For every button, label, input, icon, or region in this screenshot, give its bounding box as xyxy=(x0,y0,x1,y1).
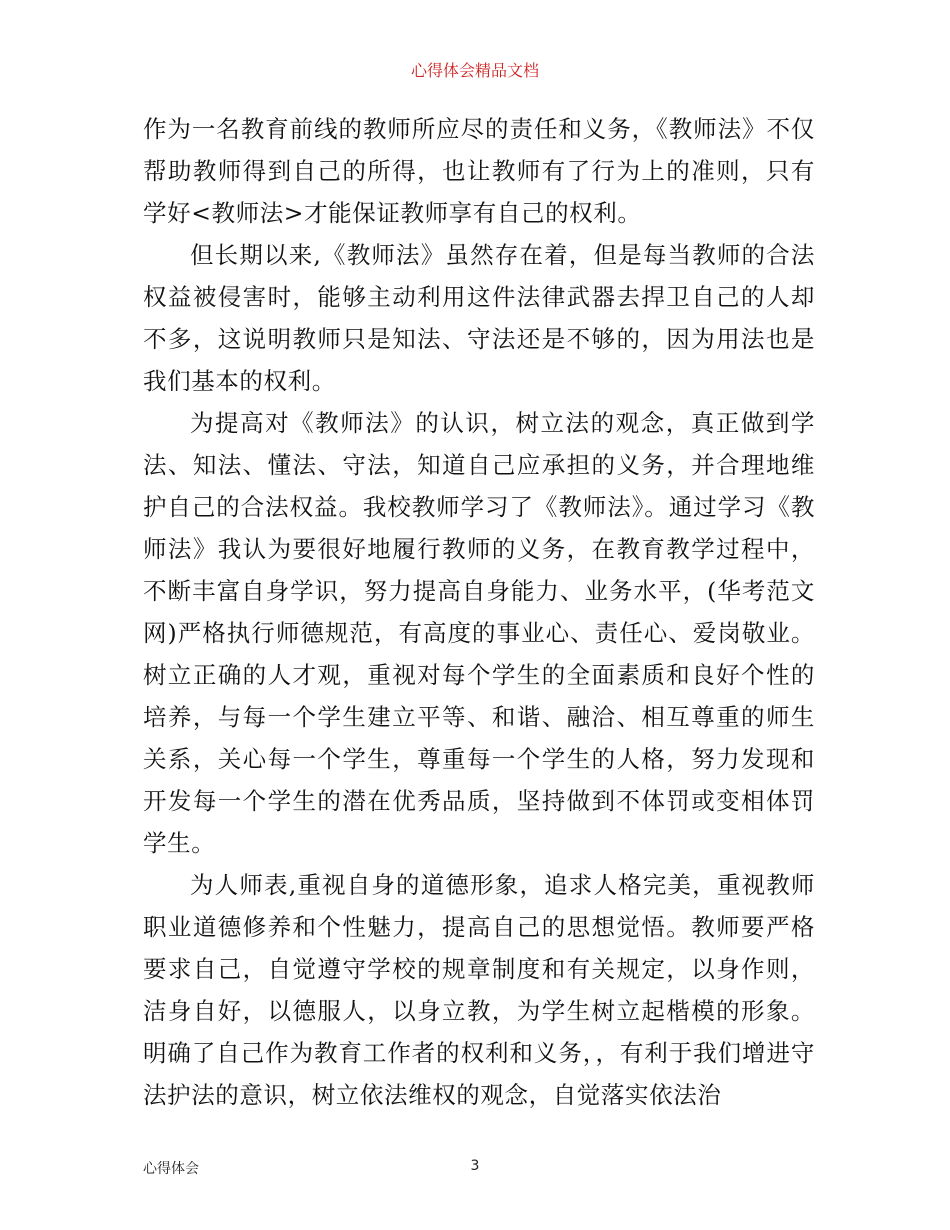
paragraph-1: 作为一名教育前线的教师所应尽的责任和义务，《教师法》不仅帮助教师得到自己的所得，也让教师有了行为上的准则，只有学好<教师法>才能保证教师享有自己的权利。 xyxy=(143,115,815,227)
footer-label: 心得体会 xyxy=(143,1161,199,1177)
paragraph-3: 为提高对《教师法》的认识，树立法的观念，真正做到学法、知法、懂法、守法，知道自己应承担的义务，并合理地维护自己的合法权益。我校教师学习了《教师法》。通过学习《教师法》我认为要很好地履行教师的义务，在教育教学过程中，不断丰富自身学识，努力提高自身能力、业务水平，(华考范文网)严格执行师德规范，有高度的事业心、责任心、爱岗敬业。树立正确的人才观，重视对每个学生的全面素质和良好个性的培养，与每一个学生建立平等、和谐、融洽、相互尊重的师生关系，关心每一个学生，尊重每一个学生的人格，努力发现和开发每一个学生的潜在优秀品质，坚持做到不体罚或变相体罚学生。 xyxy=(143,409,815,857)
paragraph-2: 但长期以来,《教师法》虽然存在着，但是每当教师的合法权益被侵害时，能够主动利用这件法律武器去捍卫自己的人却不多，这说明教师只是知法、守法还是不够的，因为用法也是我们基本的权利。 xyxy=(143,241,815,395)
page-header-title: 心得体会精品文档 xyxy=(410,61,539,80)
document-body xyxy=(143,108,815,1116)
page-number: 3 xyxy=(470,1158,480,1174)
paragraph-4: 为人师表,重视自身的道德形象，追求人格完美，重视教师职业道德修养和个性魅力，提高自己的思想觉悟。教师要严格要求自己，自觉遵守学校的规章制度和有关规定，以身作则，洁身自好，以德服人，以身立教，为学生树立起楷模的形象。明确了自己作为教育工作者的权利和义务，，有利于我们增进守法护法的意识，树立依法维权的观念，自觉落实依法治 xyxy=(143,871,815,1109)
page-footer xyxy=(0,1158,950,1178)
